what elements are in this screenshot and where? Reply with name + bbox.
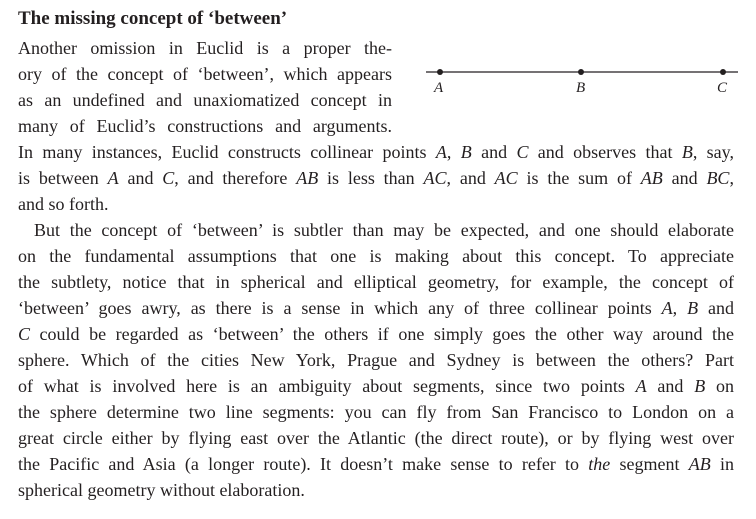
figure-line-svg: [420, 58, 740, 82]
point-a-dot: [437, 69, 443, 75]
point-b-dot: [578, 69, 584, 75]
paragraph-2-line: the sphere determine two line segments: you can fly from San Francisco to London on a: [18, 402, 734, 422]
collinear-points-figure: [420, 58, 740, 98]
paragraph-2-line: of what is involved here is an ambiguity about segments, since two points A and B on: [18, 376, 734, 396]
paragraph-2-line: spherical geometry without elaboration.: [18, 480, 305, 500]
point-c-dot: [720, 69, 726, 75]
paragraph-1-line: In many instances, Euclid constructs collinear points A, B and C and observes that B, say,: [18, 142, 735, 162]
paragraph-2-line: C could be regarded as ‘between’ the others if one simply goes the other way around the: [18, 324, 734, 344]
paragraph-2-line: the Pacific and Asia (a longer route). It doesn’t make sense to refer to the segment AB in: [18, 454, 734, 474]
paragraph-2-line: ‘between’ goes awry, as there is a sense in which any of three collinear points A, B and: [18, 298, 734, 318]
paragraph-1-line: ory of the concept of ‘between’, which appears: [18, 64, 392, 84]
paragraph-2: [18, 217, 734, 503]
section-title: The missing concept of ‘between’: [18, 8, 288, 29]
paragraph-1-line: Another omission in Euclid is a proper the-: [18, 38, 392, 58]
paragraph-2-line: But the concept of ‘between’ is subtler than may be expected, and one should elaborate: [34, 220, 734, 240]
paragraph-1-line: as an undefined and unaxiomatized concept in: [18, 90, 392, 110]
point-a-label: A: [434, 80, 444, 96]
paragraph-2-line: the subtlety, notice that in spherical and elliptical geometry, for example, the concept of: [18, 272, 734, 292]
paragraph-1-line: and so forth.: [18, 194, 109, 214]
point-c-label: C: [717, 80, 728, 96]
paragraph-2-line: on the fundamental assumptions that one is making about this concept. To appreciate: [18, 246, 734, 266]
point-b-label: B: [576, 80, 586, 96]
paragraph-2-line: great circle either by flying east over the Atlantic (the direct route), or by flying west over: [18, 428, 734, 448]
paragraph-1-line: many of Euclid’s constructions and arguments.: [18, 116, 392, 136]
paragraph-2-line: sphere. Which of the cities New York, Prague and Sydney is between the others? Part: [18, 350, 734, 370]
paragraph-1-line: is between A and C, and therefore AB is less than AC, and AC is the sum of AB and BC,: [18, 168, 734, 188]
